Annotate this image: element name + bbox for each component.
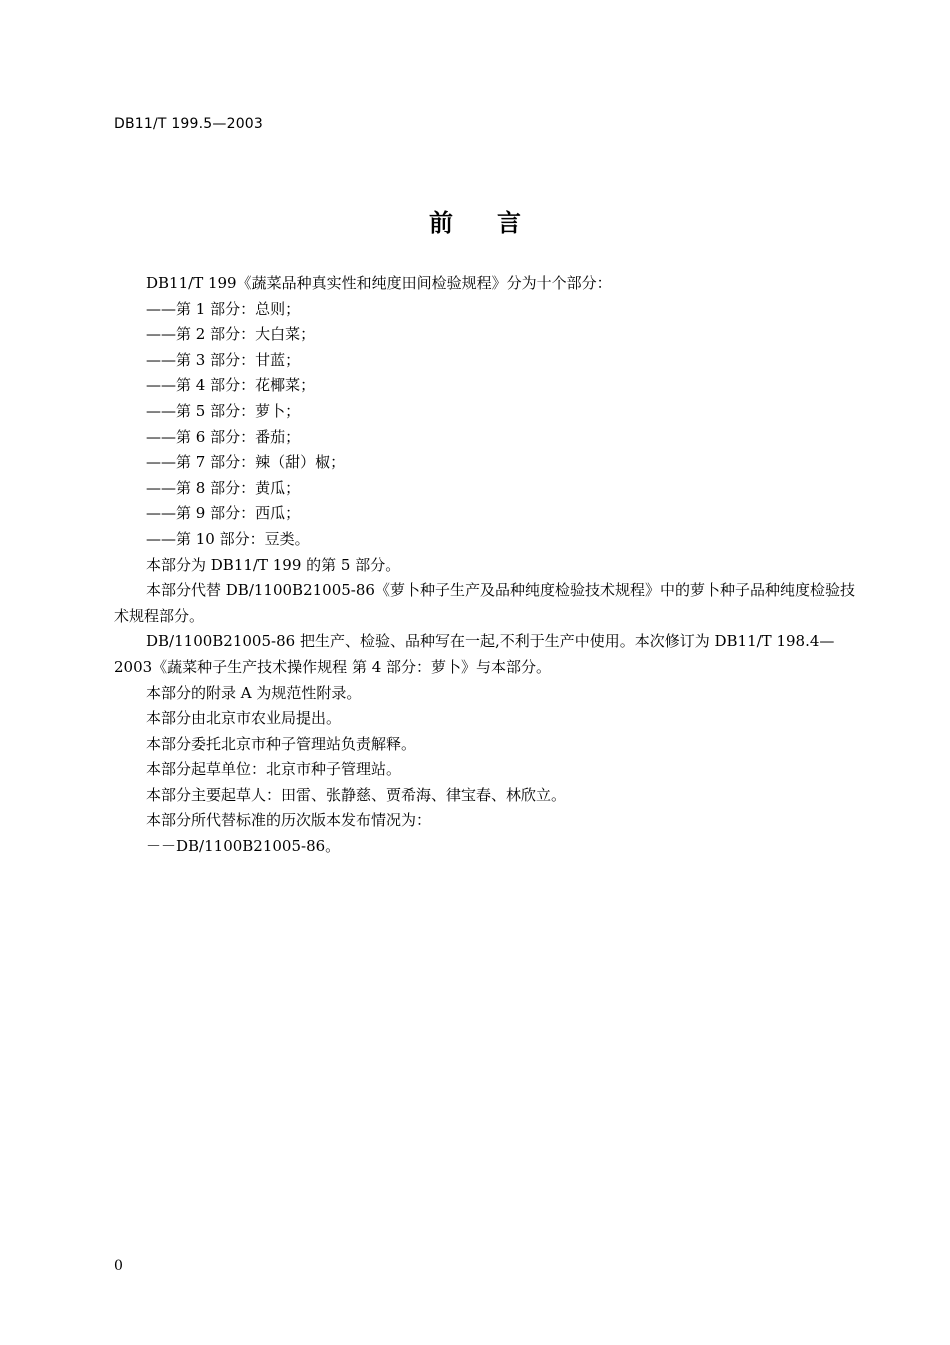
paragraph: DB/1100B21005-86 把生产、检验、品种写在一起,不利于生产中使用。本次修订为 DB11/T 198.4—2003《蔬菜种子生产技术操作规程 第 4 部分：萝卜》与本部分。 [114, 632, 835, 676]
paragraph: 本部分代替 DB/1100B21005-86《萝卜种子生产及品种纯度检验技术规程》中的萝卜种子品种纯度检验技术规程部分。 [114, 581, 855, 625]
paragraph: DB11/T 199《蔬菜品种真实性和纯度田间检验规程》分为十个部分： [146, 274, 612, 292]
page-title: 前言 [429, 209, 565, 237]
document-code: DB11/T 199.5—2003 [114, 116, 264, 132]
paragraph: 本部分为 DB11/T 199 的第 5 部分。 [146, 555, 401, 574]
paragraph: 本部分主要起草人：田雷、张静慈、贾希海、律宝春、林欣立。 [146, 785, 567, 804]
list-item: ——第 6 部分：番茄； [146, 427, 301, 446]
list-item: ——第 4 部分：花椰菜； [146, 376, 316, 395]
list-item: ——第 1 部分：总则； [146, 299, 301, 318]
list-item: ——第 7 部分：辣（甜）椒； [146, 453, 346, 472]
paragraph: 本部分起草单位：北京市种子管理站。 [146, 760, 402, 779]
page-number: 0 [114, 1258, 123, 1274]
foreword-body [114, 271, 864, 860]
list-item: ——第 5 部分：萝卜； [146, 401, 301, 420]
paragraph: 本部分委托北京市种子管理站负责解释。 [146, 734, 417, 753]
list-item: ——第 8 部分：黄瓜； [146, 478, 301, 497]
paragraph: 本部分的附录 A 为规范性附录。 [146, 683, 362, 702]
list-item: ——第 10 部分：豆类。 [146, 529, 310, 548]
list-item: ——第 9 部分：西瓜； [146, 504, 301, 523]
paragraph: 本部分由北京市农业局提出。 [146, 709, 342, 728]
paragraph: 本部分所代替标准的历次版本发布情况为： [146, 811, 432, 830]
list-item: ——第 2 部分：大白菜； [146, 325, 316, 344]
list-item: ——第 3 部分：甘蓝； [146, 350, 301, 369]
paragraph: －－DB/1100B21005-86。 [146, 837, 341, 856]
